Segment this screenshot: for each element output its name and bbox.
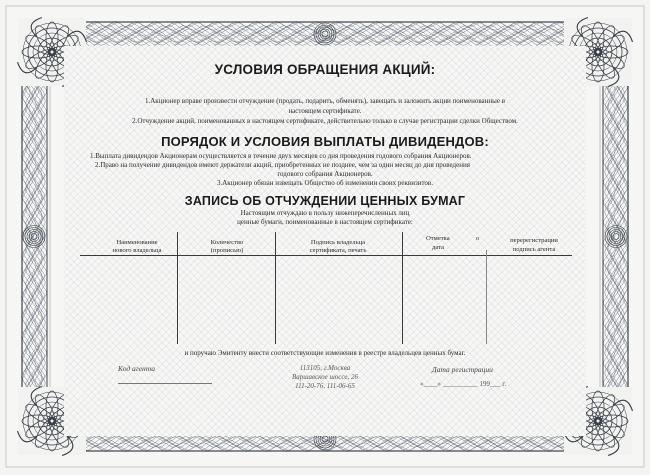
transfer-intro-line-2: ценные бумаги, поименованные в настоящем сертификате: — [237, 218, 413, 226]
column-header-quantity: Количество (прописью) — [210, 239, 244, 254]
registration-date-label: Дата регистрации — [432, 365, 493, 374]
column-header-mark-o: о — [476, 235, 480, 242]
agent-code-label: Код агента — [118, 364, 155, 373]
table-column-divider — [402, 232, 403, 344]
column-header-new-owner: Наименование нового владельца — [112, 239, 162, 254]
share-circulation-item-2: 2.Отчуждение акций, поименованных в настоящем сертификате, действительно только в случае регистрации сделки Обществом. — [132, 117, 518, 125]
section-title-dividends: ПОРЯДОК И УСЛОВИЯ ВЫПЛАТЫ ДИВИДЕНДОВ: — [161, 134, 489, 149]
section-title-transfer-record: ЗАПИСЬ ОБ ОТЧУЖДЕНИИ ЦЕННЫХ БУМАГ — [184, 194, 466, 208]
column-header-date: дата — [432, 244, 444, 251]
issuer-address-line-2: Варшавское шоссе, 26 — [292, 373, 358, 381]
agent-code-line — [118, 383, 212, 384]
share-circulation-item-1-line-2: настоящем сертификате. — [288, 107, 362, 115]
column-header-reregistration: перерегистрации подпись агента — [510, 237, 558, 253]
transfer-intro-line-1: Настоящим отчуждаю в пользу нижеперечисленных лиц — [240, 209, 410, 217]
table-column-divider — [177, 232, 178, 344]
dividends-item-2-line-2: годового собрания Акционеров. — [277, 170, 373, 178]
column-header-mark: Отметка — [426, 235, 450, 242]
dividends-item-3: 3.Акционер обязан извещать Общество об изменении своих реквизитов. — [217, 179, 433, 187]
issuer-address-line-1: 113105, г.Москва — [299, 364, 351, 372]
transfer-instruction: и поручаю Эмитенту внести соответствующие изменения в реестре владельцев ценных бумаг. — [184, 349, 466, 357]
table-header-rule — [80, 255, 572, 256]
issuer-phones: 111-20-76, 111-06-65 — [295, 382, 355, 390]
registration-date-field: «____» __________ 199___ г. — [420, 380, 507, 388]
column-header-owner-signature: Подпись владельца сертификата, печать — [309, 239, 367, 254]
table-column-divider — [275, 232, 276, 344]
table-column-divider — [486, 250, 487, 344]
dividends-item-2-line-1: 2.Право на получение дивидендов имеют держатели акций, приобретенных не позднее, чем за один месяц до дня проведения — [95, 161, 470, 169]
section-title-share-circulation: УСЛОВИЯ ОБРАЩЕНИЯ АКЦИЙ: — [214, 62, 436, 77]
share-circulation-item-1-line-1: 1.Акционер вправе произвести отчуждение (продать, подарить, обменять), завещать и заложить акции поименованные в — [144, 97, 506, 105]
dividends-item-1: 1.Выплата дивидендов Акционерам осуществляется в течение двух месяцев со дня проведения годового собрания Акционеров. — [90, 152, 472, 160]
